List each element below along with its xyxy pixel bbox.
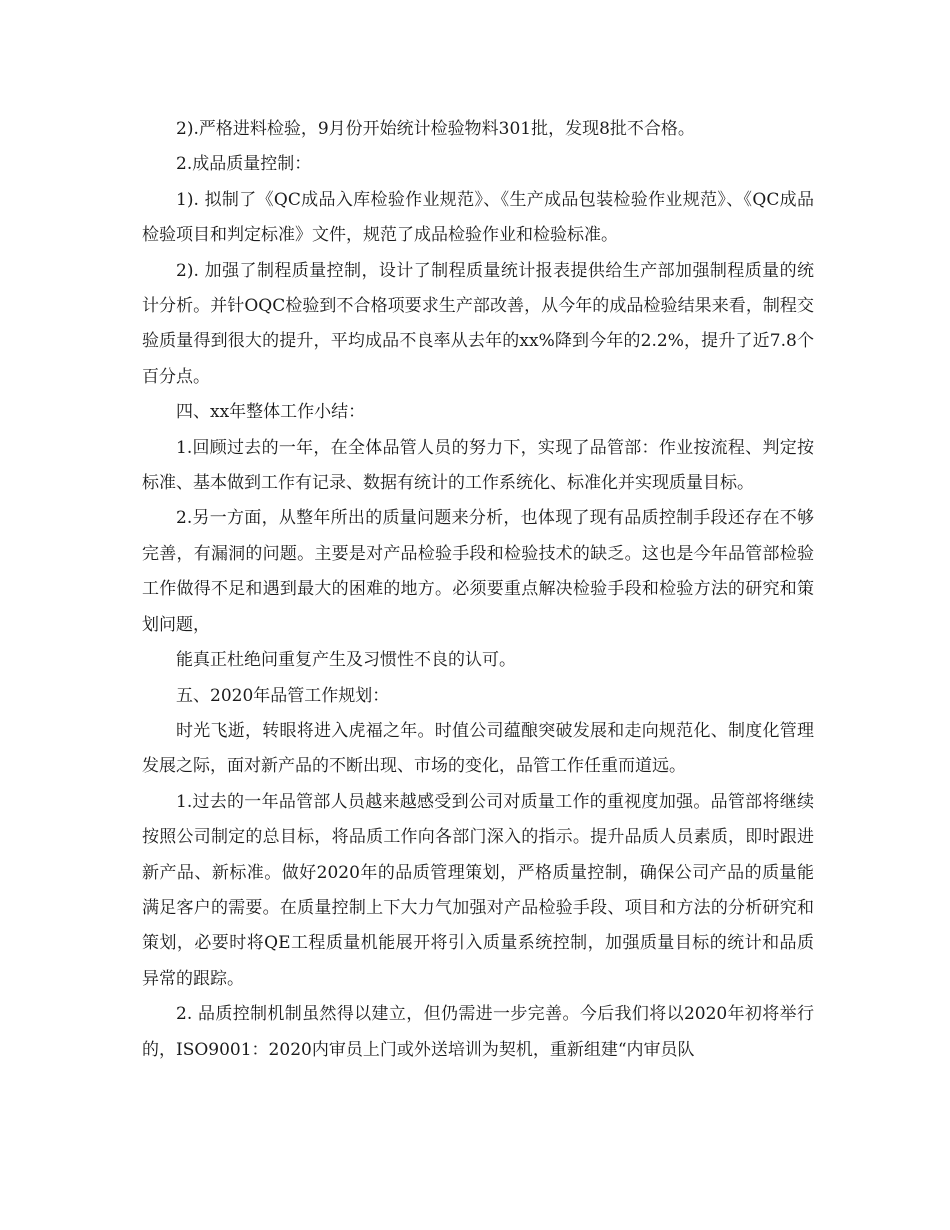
paragraph-summary-shortcomings: 2.另一方面，从整年所出的质量问题来分析，也体现了现有品质控制手段还存在不够完善，有漏洞的问题。主要是对产品检验手段和检验技术的缺乏。这也是今年品管部检验工作做得不足和遇到最大的困难的地方。必须要重点解决检验手段和检验方法的研究和策划问题， <box>142 508 814 635</box>
paragraph-summary-achievements: 1.回顾过去的一年，在全体品管人员的努力下，实现了品管部：作业按流程、判定按标准、基本做到工作有记录、数据有统计的工作系统化、标准化并实现质量目标。 <box>142 437 814 494</box>
paragraph-process-quality-control: 2). 加强了制程质量控制，设计了制程质量统计报表提供给生产部加强制程质量的统计分析。并针OQC检验到不合格项要求生产部改善，从今年的成品检验结果来看，制程交验质量得到很大的提升，平均成品不良率从去年的xx%降到今年的2.2%，提升了近7.8个百分点。 <box>142 260 814 387</box>
paragraph-incoming-inspection: 2).严格进料检验，9月份开始统计检验物料301批，发现8批不合格。 <box>176 119 695 139</box>
heading-work-plan: 五、2020年品管工作规划： <box>176 685 390 706</box>
paragraph-inspection-standards: 1). 拟制了《QC成品入库检验作业规范》、《生产成品包装检验作业规范》、《QC成品检验项目和判定标准》文件，规范了成品检验作业和检验标准。 <box>142 189 814 246</box>
heading-annual-summary: 四、xx年整体工作小结： <box>176 402 366 423</box>
heading-finished-product-quality: 2.成品质量控制： <box>176 154 312 175</box>
paragraph-plan-intro: 时光飞逝，转眼将进入虎福之年。时值公司蕴酿突破发展和走向规范化、制度化管理发展之际，面对新产品的不断出现、市场的变化，品管工作任重而道远。 <box>142 720 814 777</box>
paragraph-plan-item-2: 2. 品质控制机制虽然得以建立，但仍需进一步完善。今后我们将以2020年初将举行的，ISO9001：2020内审员上门或外送培训为契机，重新组建“内审员队 <box>142 1004 814 1060</box>
document-body <box>142 112 814 1068</box>
paragraph-plan-item-1: 1.过去的一年品管部人员越来越感受到公司对质量工作的重视度加强。品管部将继续按照公司制定的总目标，将品质工作向各部门深入的指示。提升品质人员素质，即时跟进新产品、新标准。做好2020年的品质管理策划，严格质量控制，确保公司产品的质量能满足客户的需要。在质量控制上下大力气加强对产品检验手段、项目和方法的分析研究和策划，必要时将QE工程质量机能展开将引入质量系统控制，加强质量目标的统计和品质异常的跟踪。 <box>142 791 814 989</box>
paragraph-summary-continuation: 能真正杜绝问重复产生及习惯性不良的认可。 <box>176 650 516 671</box>
